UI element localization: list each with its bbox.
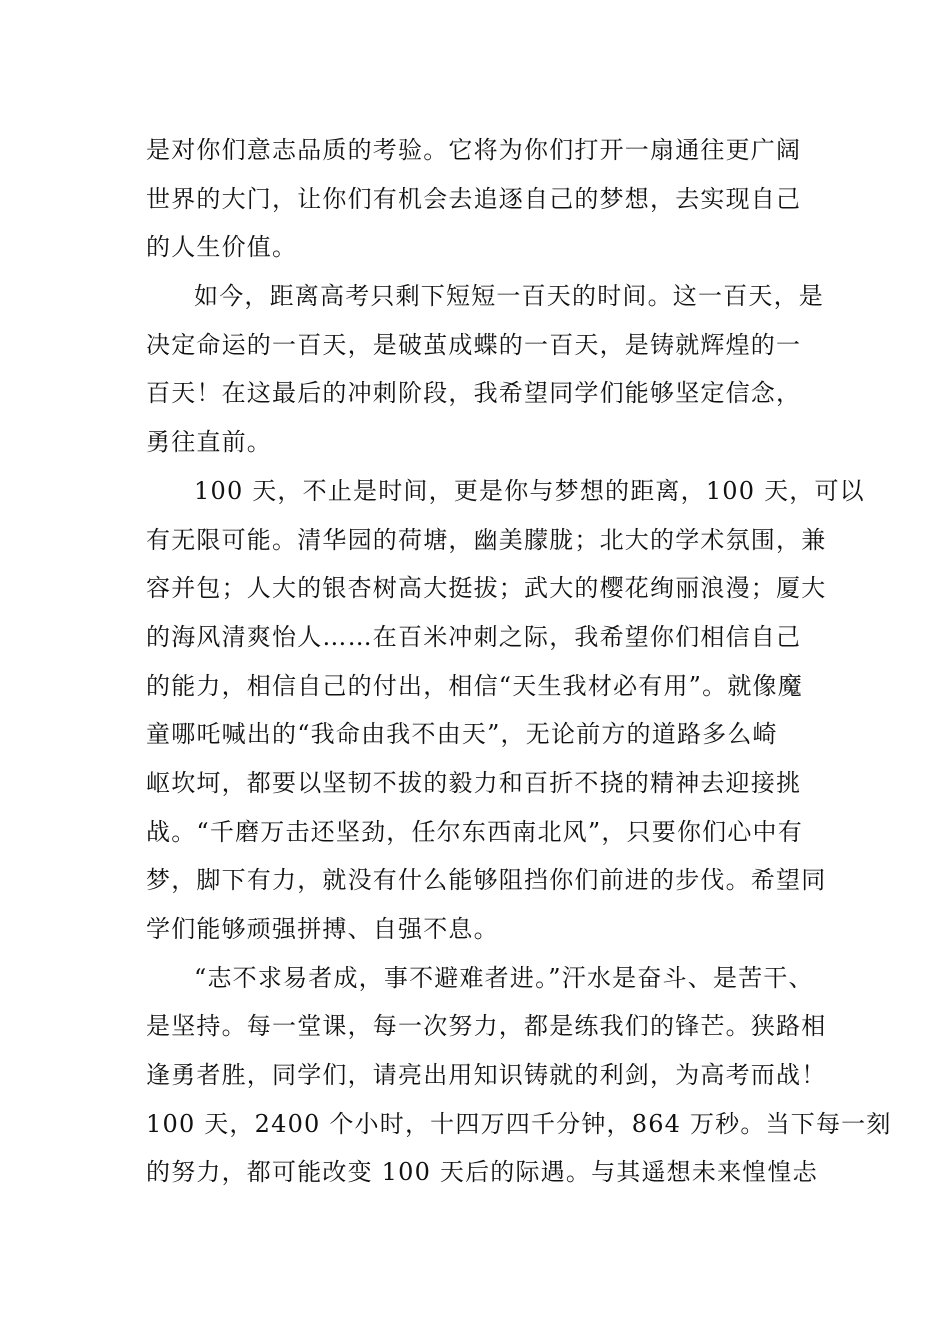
text-line: 勇往直前。 [146, 428, 272, 457]
text-line: 岖坎坷，都要以坚韧不拔的毅力和百折不挠的精神去迎接挑 [146, 768, 802, 797]
text-line: 容并包；人大的银杏树高大挺拔；武大的樱花绚丽浪漫；厦大 [146, 574, 827, 603]
text-line: 战。“千磨万击还坚劲，任尔东西南北风”，只要你们心中有 [146, 817, 803, 846]
paragraph-start-line: “志不求易者成，事不避难者进。”汗水是奋斗、是苦干、 [194, 963, 814, 992]
text-line: 世界的大门，让你们有机会去追逐自己的梦想，去实现自己 [146, 184, 802, 213]
text-line: 百天！在这最后的冲刺阶段，我希望同学们能够坚定信念， [146, 379, 802, 408]
text-line: 的努力，都可能改变 100 天后的际遇。与其遥想未来惶惶忐 [146, 1158, 818, 1187]
text-line: 学们能够顽强拼搏、自强不息。 [146, 915, 499, 943]
text-line: 的能力，相信自己的付出，相信“天生我材必有用”。就像魔 [146, 671, 803, 700]
paragraph-start-line: 如今，距离高考只剩下短短一百天的时间。这一百天，是 [194, 282, 824, 311]
paragraph-start-line: 100 天，不止是时间，更是你与梦想的距离，100 天，可以 [194, 476, 865, 505]
text-line: 有无限可能。清华园的荷塘，幽美朦胧；北大的学术氛围，兼 [146, 525, 827, 554]
text-line: 梦，脚下有力，就没有什么能够阻挡你们前进的步伐。希望同 [146, 866, 827, 895]
text-line: 童哪吒喊出的“我命由我不由天”，无论前方的道路多么崎 [146, 720, 778, 749]
text-line: 的人生价值。 [146, 233, 298, 262]
text-line: 决定命运的一百天，是破茧成蝶的一百天，是铸就辉煌的一 [146, 330, 802, 359]
text-line: 是坚持。每一堂课，每一次努力，都是练我们的锋芒。狭路相 [146, 1012, 827, 1041]
text-line: 是对你们意志品质的考验。它将为你们打开一扇通往更广阔 [146, 136, 802, 164]
text-line: 逢勇者胜，同学们，请亮出用知识铸就的利剑，为高考而战！ [146, 1061, 827, 1090]
body-text [146, 126, 892, 1197]
text-line: 100 天，2400 个小时，十四万四千分钟，864 万秒。当下每一刻 [146, 1109, 892, 1138]
text-line: 的海风清爽怡人……在百米冲刺之际，我希望你们相信自己 [146, 622, 802, 651]
